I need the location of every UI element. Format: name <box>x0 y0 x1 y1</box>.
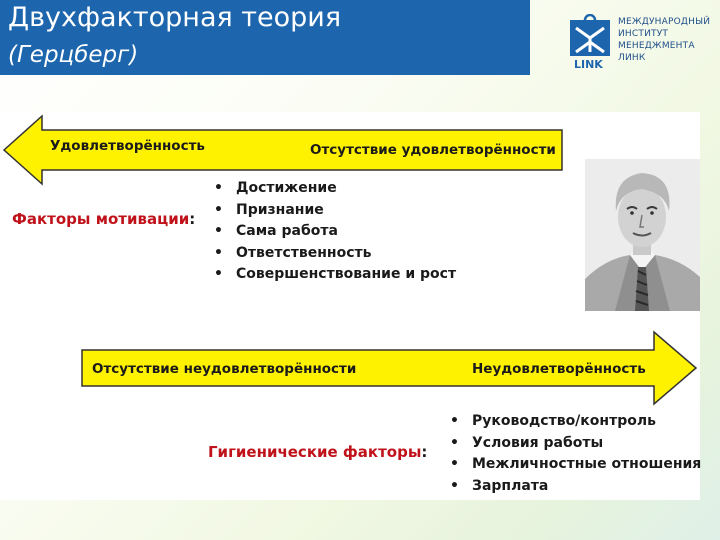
motivation-factors-text: Факторы мотивации <box>12 210 190 228</box>
hygiene-factors-label <box>208 443 427 461</box>
dissatisfaction-label: Неудовлетворённость <box>472 361 646 377</box>
motivation-factors-label <box>12 210 195 228</box>
hygiene-factors-text: Гигиенические факторы <box>208 443 422 461</box>
list-item: • Ответственность <box>214 243 456 265</box>
institute-logo <box>570 14 710 74</box>
list-item: • Достижение <box>214 178 456 200</box>
satisfaction-label: Удовлетворённость <box>50 138 205 154</box>
diagram-panel <box>0 112 700 500</box>
list-item: • Сама работа <box>214 221 456 243</box>
hygiene-factors-list <box>450 411 701 497</box>
list-item: • Признание <box>214 200 456 222</box>
no-dissatisfaction-label: Отсутствие неудовлетворённости <box>92 361 357 377</box>
no-satisfaction-label: Отсутствие удовлетворённости <box>310 142 556 158</box>
list-item: • Условия работы <box>450 433 701 455</box>
slide-title: Двухфакторная теория <box>8 2 342 33</box>
link-logo-icon <box>570 14 614 58</box>
list-item: • Руководство/контроль <box>450 411 701 433</box>
portrait-icon <box>585 159 700 311</box>
logo-word: LINK <box>574 58 603 71</box>
slide-subtitle: (Герцберг) <box>8 42 139 68</box>
portrait-photo <box>585 159 700 311</box>
motivation-factors-list <box>214 178 456 286</box>
list-item: • Совершенствование и рост <box>214 264 456 286</box>
hygiene-factors-colon: : <box>421 443 428 461</box>
list-item: • Межличностные отношения <box>450 454 701 476</box>
list-item: • Зарплата <box>450 476 701 498</box>
logo-text: МЕЖДУНАРОДНЫЙ ИНСТИТУТ МЕНЕДЖМЕНТА ЛИНК <box>618 17 711 63</box>
motivation-factors-colon: : <box>189 210 196 228</box>
title-bar <box>0 0 530 75</box>
